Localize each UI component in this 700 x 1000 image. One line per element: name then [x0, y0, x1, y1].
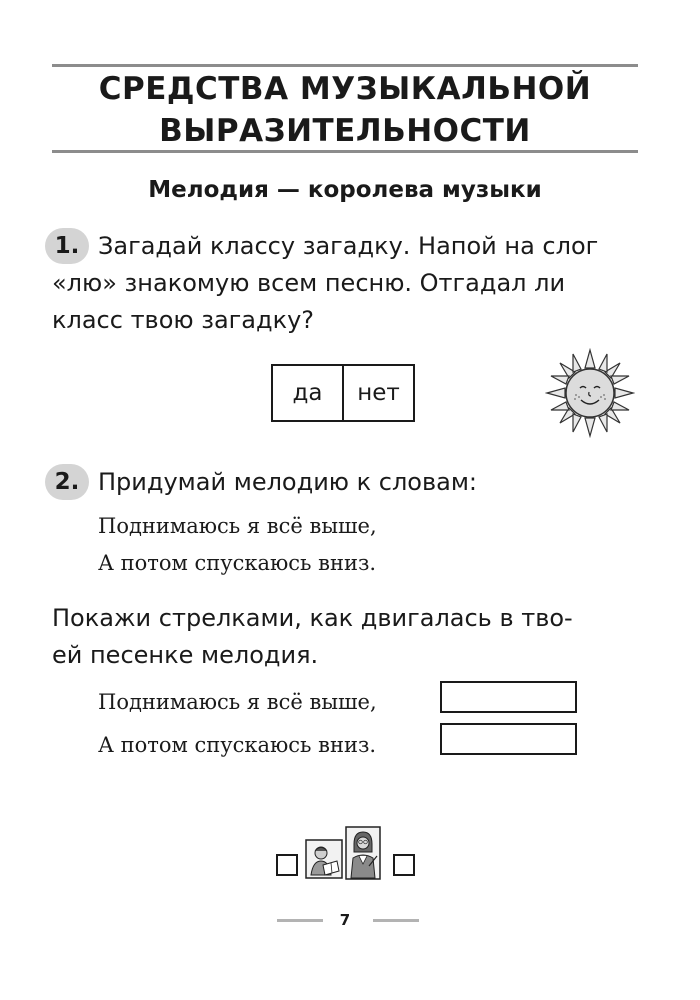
smiling-sun-icon	[545, 348, 635, 438]
answer-poem-line-1: Поднимаюсь я всё выше,	[98, 690, 377, 714]
yes-no-answer-box	[271, 364, 415, 422]
section-subtitle: Мелодия — королева музыки	[148, 177, 542, 203]
answer-yes-option[interactable]: да	[292, 380, 323, 406]
page-title-line-2: ВЫРАЗИТЕЛЬНОСТИ	[159, 113, 531, 149]
task-1-line-1: Загадай классу загадку. Напой на слог	[98, 232, 599, 260]
footer-line-left	[277, 919, 323, 922]
task-1-number: 1.	[45, 228, 89, 264]
page-title	[52, 68, 638, 152]
page-number: 7	[339, 911, 351, 929]
task-1-line-2: «лю» знакомую всем песню. Отгадал ли	[52, 269, 566, 297]
poem-line-1: Поднимаюсь я всё выше,	[98, 514, 377, 538]
task-2-number: 2.	[45, 464, 89, 500]
answer-poem-line-2: А потом спускаюсь вниз.	[98, 733, 377, 757]
checkbox-icon[interactable]	[393, 854, 415, 876]
poem-line-2: А потом спускаюсь вниз.	[98, 551, 377, 575]
task-1-line-3: класс твою загадку?	[52, 306, 315, 334]
melody-arrow-box-2[interactable]	[440, 723, 577, 755]
teacher-icon	[345, 826, 381, 880]
melody-arrow-box-1[interactable]	[440, 681, 577, 713]
pupil-reading-icon	[305, 839, 343, 879]
title-rule-top	[52, 64, 638, 67]
checkbox-icon[interactable]	[276, 854, 298, 876]
title-rule-bottom	[52, 150, 638, 153]
footer-line-right	[373, 919, 419, 922]
task-2-text: Придумай мелодию к словам:	[98, 468, 478, 496]
page-title-line-1: СРЕДСТВА МУЗЫКАЛЬНОЙ	[98, 71, 592, 107]
instruction-line-2: ей песенке мелодия.	[52, 641, 319, 669]
answer-no-option[interactable]: нет	[342, 366, 413, 420]
instruction-line-1: Покажи стрелками, как двигалась в тво-	[52, 604, 573, 632]
